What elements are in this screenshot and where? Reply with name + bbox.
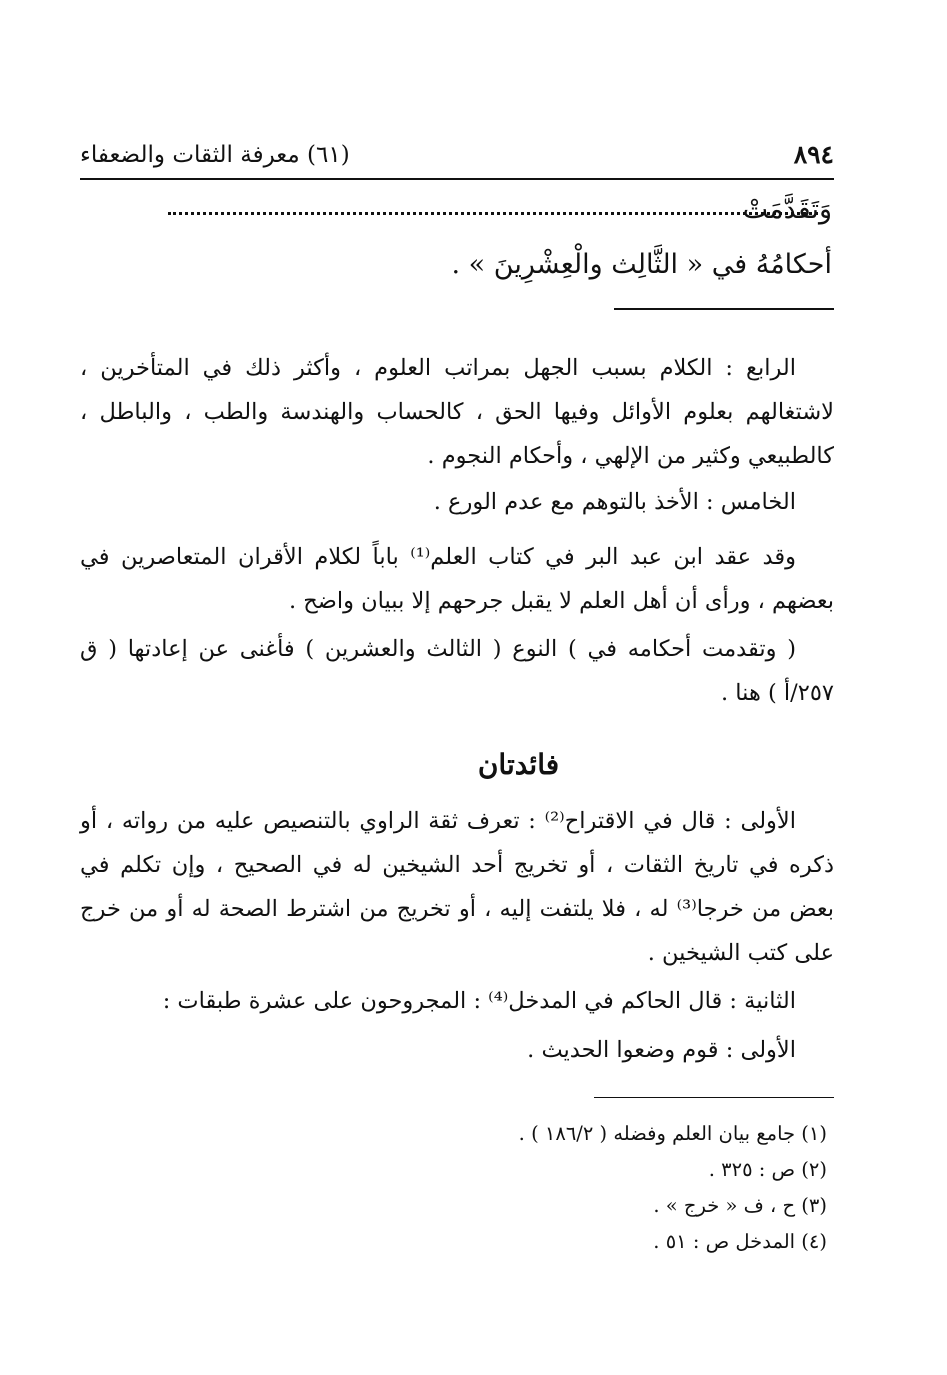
paragraph-first-benefit: الأولى : قال في الاقتراح⁽²⁾ : تعرف ثقة الراوي بالتنصيص عليه من رواته ، أو ذكره في تاريخ الثقات ، أو تخريج أحد الشيخين له في الصحيح ، وإن تكلم في بعض من خرجا⁽³⁾ له ، فلا يلتفت إليه ، أو تخريج من اشترط الصحة له أو من خرج على كتب الشيخين . [80, 808, 834, 966]
paragraph-second-benefit: الثانية : قال الحاكم في المدخل⁽⁴⁾ : المجروحون على عشرة طبقات : [162, 988, 796, 1014]
page-number: ٨٩٤ [793, 140, 834, 169]
running-header-title: (٦١) معرفة الثقات والضعفاء [80, 142, 350, 168]
verse-separator-rule [614, 308, 834, 310]
footnotes [519, 1116, 827, 1260]
footnote-1: (١) جامع بيان العلم وفضله ( ١٨٦/٢ ) . [518, 1122, 827, 1145]
header-rule [80, 178, 834, 180]
paragraph-fifth: الخامس : الأخذ بالتوهم مع عدم الورع . [433, 489, 796, 515]
paragraph-cross-reference: ( وتقدمت أحكامه في ) النوع ( الثالث والعشرين ) فأغنى عن إعادتها ( ق ٢٥٧/أ ) هنا . [80, 636, 834, 706]
paragraph-fourth: الرابع : الكلام بسبب الجهل بمراتب العلوم ، وأكثر ذلك في المتأخرين ، لاشتغالهم بعلوم الأوائل وفيها الحق ، كالحساب والهندسة والطب ، والباطل ، كالطبيعي وكثير من الإلهي ، وأحكام النجوم . [80, 355, 834, 469]
footnote-rule [594, 1097, 834, 1098]
footnote-4: (٤) المدخل ص : ٥١ . [653, 1230, 827, 1253]
footnote-3: (٣) ح ، ف « خرج » . [653, 1194, 827, 1217]
verse-line-2: أحكامُهُ في « الثَّالِث والْعِشْرِينَ » . [451, 249, 832, 280]
paragraph-ibn-abd-al-barr: وقد عقد ابن عبد البر في كتاب العلم⁽¹⁾ باباً لكلام الأقران المتعاصرين في بعضهم ، ورأى أن أهل العلم لا يقبل جرحهم إلا ببيان واضح . [80, 544, 834, 614]
footnote-2: (٢) ص : ٣٢٥ . [708, 1158, 827, 1181]
verse-dotted-leader [168, 212, 818, 215]
verse-line-1: وَتَقَدَّمَتْ [742, 194, 832, 225]
section-heading: فائدتان [477, 748, 560, 781]
paragraph-first-class: الأولى : قوم وضعوا الحديث . [527, 1037, 796, 1063]
